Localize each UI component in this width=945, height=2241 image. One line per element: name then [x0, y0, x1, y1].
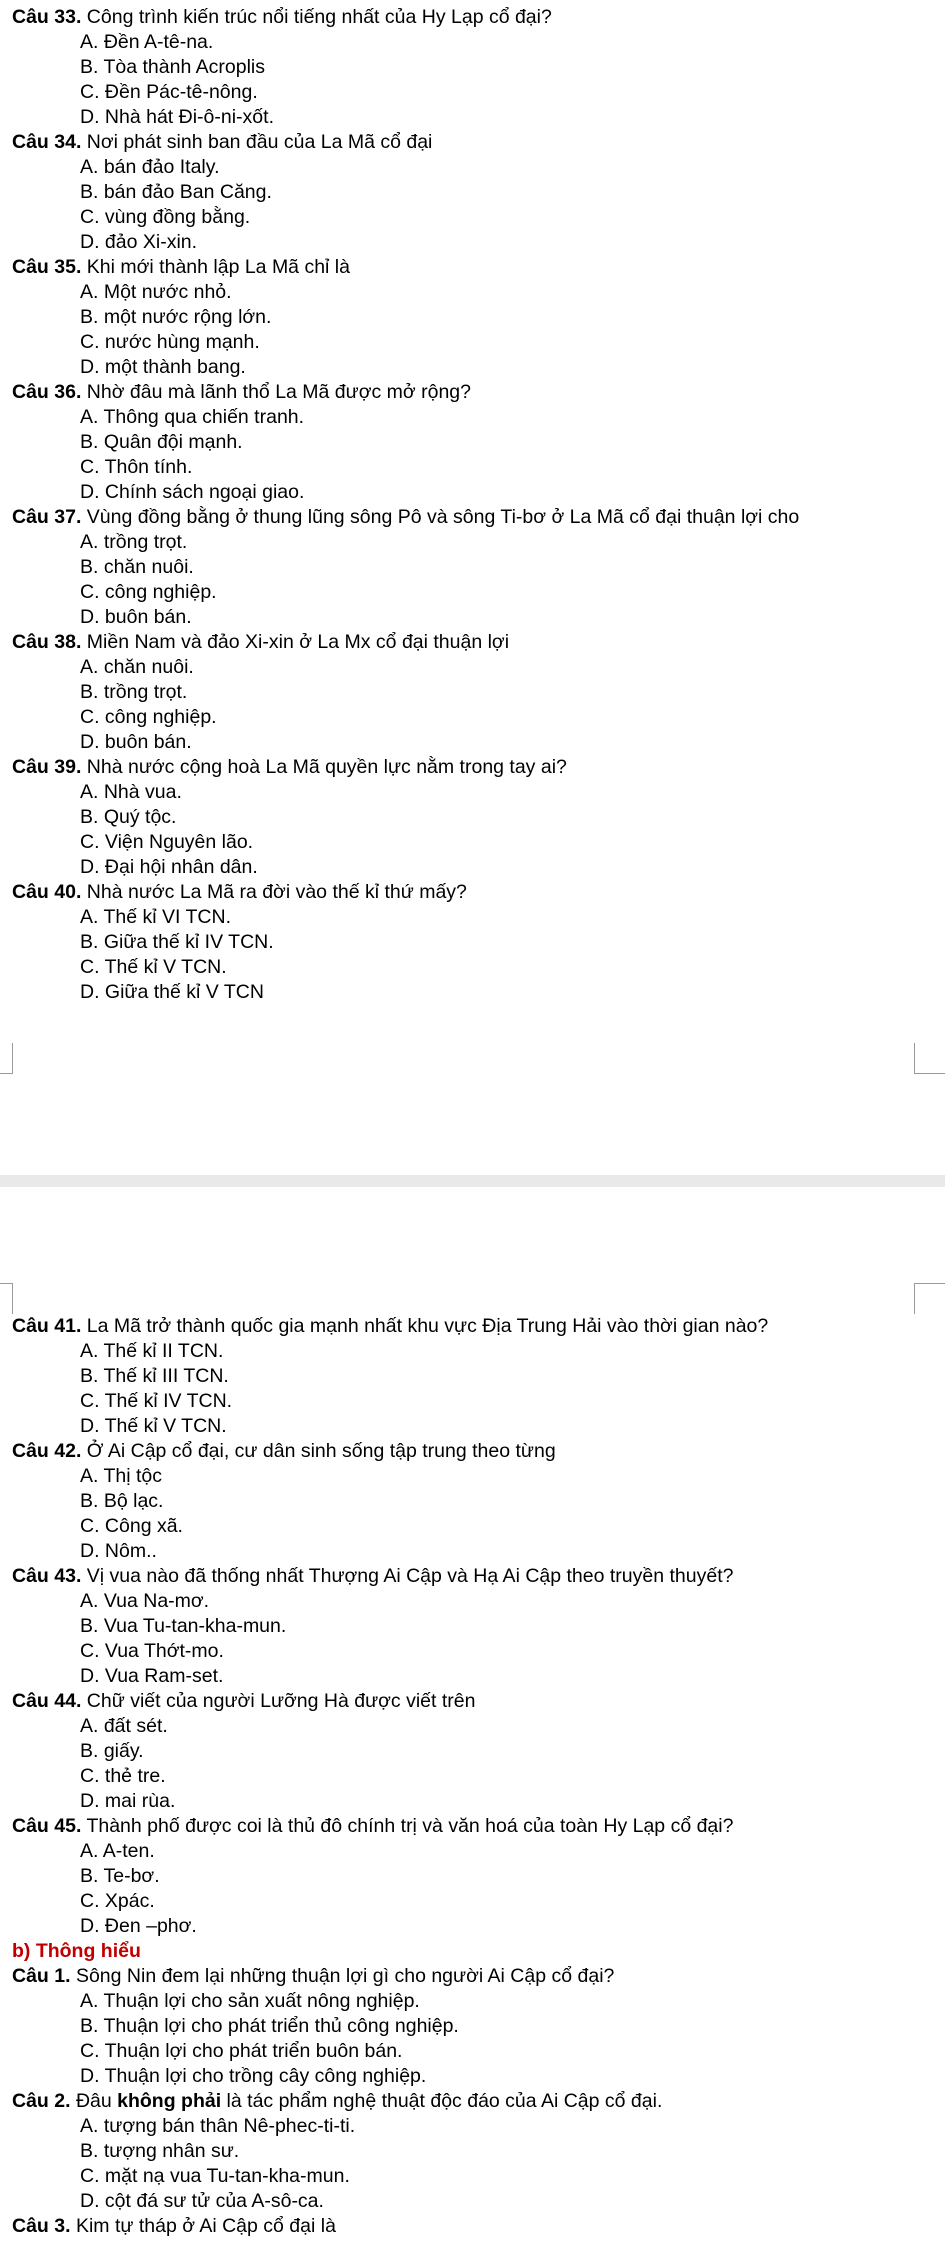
option-44-c: C. thẻ tre.	[80, 1765, 166, 1787]
option-40-c: C. Thế kỉ V TCN.	[80, 956, 227, 978]
option-41-c: C. Thế kỉ IV TCN.	[80, 1390, 233, 1412]
crop-mark-top-left	[0, 1283, 13, 1314]
option-37-d: D. buôn bán.	[80, 606, 192, 628]
option-44-a: A. đất sét.	[80, 1715, 168, 1737]
option-33-c: C. Đền Pác-tê-nông.	[80, 81, 258, 103]
question-2: Câu 2. Đâu không phải là tác phẩm nghệ thuật độc đáo của Ai Cập cổ đại.	[12, 2090, 663, 2112]
questions-33-40	[12, 5, 937, 1005]
option-35-a: A. Một nước nhỏ.	[80, 281, 232, 303]
crop-mark-bottom-left	[0, 1043, 13, 1074]
option-43-d: D. Vua Ram-set.	[80, 1665, 224, 1687]
option-39-c: C. Viện Nguyên lão.	[80, 831, 254, 853]
option-41-b: B. Thế kỉ III TCN.	[80, 1365, 229, 1387]
option-44-b: B. giấy.	[80, 1740, 144, 1762]
question-33: Câu 33. Công trình kiến trúc nổi tiếng nhất của Hy Lạp cổ đại?	[12, 6, 552, 28]
question-40: Câu 40. Nhà nước La Mã ra đời vào thế kỉ thứ mấy?	[12, 881, 467, 903]
question-1: Câu 1. Sông Nin đem lại những thuận lợi gì cho người Ai Cập cổ đại?	[12, 1965, 615, 1987]
question-43: Câu 43. Vị vua nào đã thống nhất Thượng Ai Cập và Hạ Ai Cập theo truyền thuyết?	[12, 1565, 734, 1587]
question-45: Câu 45. Thành phố được coi là thủ đô chính trị và văn hoá của toàn Hy Lạp cổ đại?	[12, 1815, 734, 1837]
question-3: Câu 3. Kim tự tháp ở Ai Cập cổ đại là	[12, 2215, 336, 2237]
option-37-b: B. chăn nuôi.	[80, 556, 194, 578]
option-44-d: D. mai rùa.	[80, 1790, 176, 1812]
option-38-d: D. buôn bán.	[80, 731, 192, 753]
option-40-b: B. Giữa thế kỉ IV TCN.	[80, 931, 274, 953]
option-39-a: A. Nhà vua.	[80, 781, 182, 803]
option-40-a: A. Thế kỉ VI TCN.	[80, 906, 231, 928]
option-36-d: D. Chính sách ngoại giao.	[80, 481, 305, 503]
option-2-c: C. mặt nạ vua Tu-tan-kha-mun.	[80, 2165, 350, 2187]
question-44: Câu 44. Chữ viết của người Lưỡng Hà được viết trên	[12, 1690, 476, 1712]
option-34-b: B. bán đảo Ban Căng.	[80, 181, 272, 203]
option-2-d: D. cột đá sư tử của A-sô-ca.	[80, 2190, 324, 2212]
option-37-a: A. trồng trọt.	[80, 531, 188, 553]
question-39: Câu 39. Nhà nước cộng hoà La Mã quyền lực nằm trong tay ai?	[12, 756, 567, 778]
crop-mark-top-right	[914, 1283, 945, 1314]
option-43-a: A. Vua Na-mơ.	[80, 1590, 210, 1612]
option-43-b: B. Vua Tu-tan-kha-mun.	[80, 1615, 287, 1637]
option-42-b: B. Bộ lạc.	[80, 1490, 164, 1512]
option-38-a: A. chăn nuôi.	[80, 656, 194, 678]
question-42: Câu 42. Ở Ai Cập cổ đại, cư dân sinh sống tập trung theo từng	[12, 1440, 556, 1462]
option-38-c: C. công nghiệp.	[80, 706, 217, 728]
option-1-b: B. Thuận lợi cho phát triển thủ công nghiệp.	[80, 2015, 459, 2037]
option-39-b: B. Quý tộc.	[80, 806, 177, 828]
option-35-b: B. một nước rộng lớn.	[80, 306, 272, 328]
option-1-c: C. Thuận lợi cho phát triển buôn bán.	[80, 2040, 403, 2062]
option-2-b: B. tượng nhân sư.	[80, 2140, 240, 2162]
option-41-a: A. Thế kỉ II TCN.	[80, 1340, 224, 1362]
option-43-c: C. Vua Thớt-mo.	[80, 1640, 224, 1662]
page-separator	[0, 1175, 945, 1187]
option-45-c: C. Xpác.	[80, 1890, 155, 1912]
questions-41-45-and-comprehension	[12, 1314, 937, 2239]
option-36-b: B. Quân đội mạnh.	[80, 431, 243, 453]
option-34-d: D. đảo Xi-xin.	[80, 231, 198, 253]
option-38-b: B. trồng trọt.	[80, 681, 188, 703]
option-45-b: B. Te-bơ.	[80, 1865, 160, 1887]
option-33-b: B. Tòa thành Acroplis	[80, 56, 266, 78]
option-36-c: C. Thôn tính.	[80, 456, 193, 478]
option-42-d: D. Nôm..	[80, 1540, 157, 1562]
option-45-d: D. Đen –phơ.	[80, 1915, 197, 1937]
option-34-a: A. bán đảo Italy.	[80, 156, 220, 178]
question-37: Câu 37. Vùng đồng bằng ở thung lũng sông Pô và sông Ti-bơ ở La Mã cổ đại thuận lợi cho	[12, 506, 800, 528]
option-45-a: A. A-ten.	[80, 1840, 155, 1862]
option-40-d: D. Giữa thế kỉ V TCN	[80, 981, 264, 1003]
option-37-c: C. công nghiệp.	[80, 581, 217, 603]
option-1-d: D. Thuận lợi cho trồng cây công nghiệp.	[80, 2065, 427, 2087]
option-42-a: A. Thị tộc	[80, 1465, 163, 1487]
crop-mark-bottom-right	[914, 1043, 945, 1074]
option-33-d: D. Nhà hát Đi-ô-ni-xốt.	[80, 106, 274, 128]
option-2-a: A. tượng bán thân Nê-phec-ti-ti.	[80, 2115, 356, 2137]
emphasis-not: không phải	[117, 2090, 222, 2112]
option-39-d: D. Đại hội nhân dân.	[80, 856, 258, 878]
option-41-d: D. Thế kỉ V TCN.	[80, 1415, 227, 1437]
section-title-comprehension: b) Thông hiểu	[12, 1940, 141, 1962]
option-36-a: A. Thông qua chiến tranh.	[80, 406, 305, 428]
question-34: Câu 34. Nơi phát sinh ban đầu của La Mã cổ đại	[12, 131, 433, 153]
question-41: Câu 41. La Mã trở thành quốc gia mạnh nhất khu vực Địa Trung Hải vào thời gian nào?	[12, 1315, 769, 1337]
option-35-d: D. một thành bang.	[80, 356, 246, 378]
option-1-a: A. Thuận lợi cho sản xuất nông nghiệp.	[80, 1990, 420, 2012]
document-page-2	[0, 1187, 945, 2241]
question-38: Câu 38. Miền Nam và đảo Xi-xin ở La Mx cổ đại thuận lợi	[12, 631, 510, 653]
option-34-c: C. vùng đồng bằng.	[80, 206, 251, 228]
question-35: Câu 35. Khi mới thành lập La Mã chỉ là	[12, 256, 350, 278]
question-36: Câu 36. Nhờ đâu mà lãnh thổ La Mã được mở rộng?	[12, 381, 471, 403]
option-33-a: A. Đền A-tê-na.	[80, 31, 214, 53]
option-35-c: C. nước hùng mạnh.	[80, 331, 260, 353]
option-42-c: C. Công xã.	[80, 1515, 183, 1537]
